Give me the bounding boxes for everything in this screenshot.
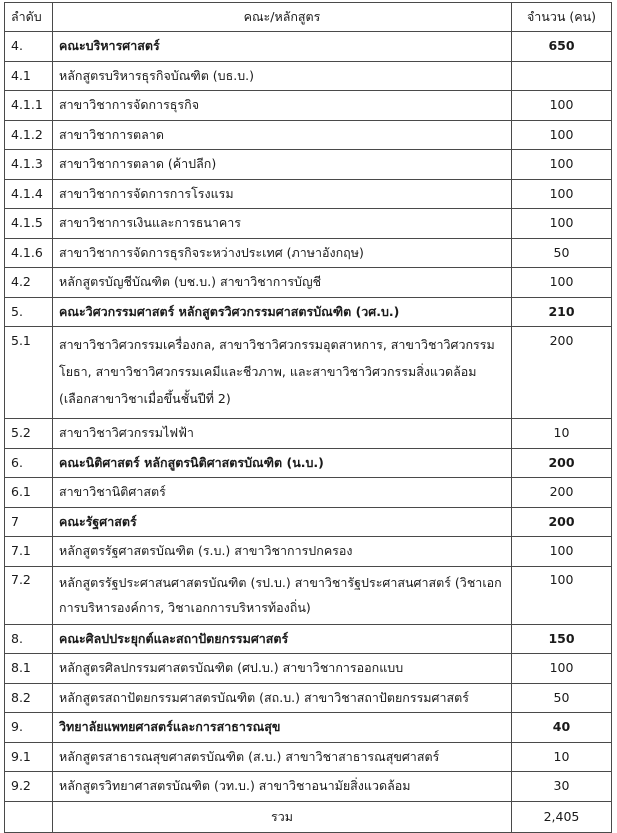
- table-row: [5, 32, 612, 62]
- row-number: 4.: [5, 32, 53, 62]
- total-empty-cell: [5, 801, 53, 832]
- row-count: 100: [512, 91, 612, 121]
- row-program-name: สาขาวิชาการจัดการการโรงแรม: [53, 179, 512, 209]
- row-number: 9.: [5, 713, 53, 743]
- row-number: 4.1.4: [5, 179, 53, 209]
- row-number: 4.1.6: [5, 238, 53, 268]
- table-row: [5, 566, 612, 624]
- row-count: 100: [512, 150, 612, 180]
- table-row: [5, 297, 612, 327]
- row-number: 7: [5, 507, 53, 537]
- enrollment-table: [4, 2, 612, 833]
- row-count: 50: [512, 238, 612, 268]
- table-row: [5, 683, 612, 713]
- total-count: 2,405: [512, 801, 612, 832]
- table-row: [5, 91, 612, 121]
- row-count: [512, 61, 612, 91]
- row-number: 4.2: [5, 268, 53, 298]
- row-program-name: หลักสูตรวิทยาศาสตรบัณฑิต (วท.บ.) สาขาวิชาอนามัยสิ่งแวดล้อม: [53, 772, 512, 802]
- row-program-name: สาขาวิชาการตลาด (ค้าปลีก): [53, 150, 512, 180]
- table-row: [5, 537, 612, 567]
- row-program-name: วิทยาลัยแพทยศาสตร์และการสาธารณสุข: [53, 713, 512, 743]
- row-number: 7.1: [5, 537, 53, 567]
- table-row: [5, 179, 612, 209]
- row-number: 5.1: [5, 327, 53, 419]
- row-number: 5.2: [5, 419, 53, 449]
- table-row: [5, 448, 612, 478]
- table-header: [5, 3, 612, 32]
- row-count: 650: [512, 32, 612, 62]
- row-program-name: หลักสูตรรัฐศาสตรบัณฑิต (ร.บ.) สาขาวิชาการปกครอง: [53, 537, 512, 567]
- row-count: 100: [512, 209, 612, 239]
- row-program-name: คณะรัฐศาสตร์: [53, 507, 512, 537]
- row-number: 6.: [5, 448, 53, 478]
- row-number: 8.1: [5, 654, 53, 684]
- row-number: 7.2: [5, 566, 53, 624]
- row-count: 50: [512, 683, 612, 713]
- row-program-name: หลักสูตรสาธารณสุขศาสตรบัณฑิต (ส.บ.) สาขาวิชาสาธารณสุขศาสตร์: [53, 742, 512, 772]
- row-program-name: สาขาวิชานิติศาสตร์: [53, 478, 512, 508]
- row-program-name: หลักสูตรบริหารธุรกิจบัณฑิต (บธ.บ.): [53, 61, 512, 91]
- row-count: 100: [512, 120, 612, 150]
- header-program: คณะ/หลักสูตร: [53, 3, 512, 32]
- row-program-name: คณะนิติศาสตร์ หลักสูตรนิติศาสตรบัณฑิต (น.บ.): [53, 448, 512, 478]
- row-number: 4.1.2: [5, 120, 53, 150]
- row-number: 5.: [5, 297, 53, 327]
- header-count: จำนวน (คน): [512, 3, 612, 32]
- table-row: [5, 713, 612, 743]
- table-row: [5, 120, 612, 150]
- table-row: [5, 772, 612, 802]
- table-row: [5, 150, 612, 180]
- row-number: 4.1: [5, 61, 53, 91]
- row-count: 100: [512, 654, 612, 684]
- table-row: [5, 742, 612, 772]
- row-program-name: คณะบริหารศาสตร์: [53, 32, 512, 62]
- table-row: [5, 209, 612, 239]
- row-count: 200: [512, 327, 612, 419]
- table-row: [5, 507, 612, 537]
- row-program-name: สาขาวิชาการเงินและการธนาคาร: [53, 209, 512, 239]
- header-order: ลำดับ: [5, 3, 53, 32]
- row-number: 6.1: [5, 478, 53, 508]
- total-label: รวม: [53, 801, 512, 832]
- table-row: [5, 268, 612, 298]
- table-row: [5, 61, 612, 91]
- row-number: 8.2: [5, 683, 53, 713]
- total-row: [5, 801, 612, 832]
- table-row: [5, 654, 612, 684]
- row-count: 200: [512, 478, 612, 508]
- table-row: [5, 478, 612, 508]
- row-program-name: สาขาวิชาการตลาด: [53, 120, 512, 150]
- row-program-name: สาขาวิชาการจัดการธุรกิจ: [53, 91, 512, 121]
- table-row: [5, 238, 612, 268]
- row-number: 4.1.3: [5, 150, 53, 180]
- row-count: 210: [512, 297, 612, 327]
- row-program-name: หลักสูตรศิลปกรรมศาสตรบัณฑิต (ศป.บ.) สาขาวิชาการออกแบบ: [53, 654, 512, 684]
- row-number: 9.2: [5, 772, 53, 802]
- row-count: 200: [512, 507, 612, 537]
- row-number: 4.1.5: [5, 209, 53, 239]
- row-count: 10: [512, 419, 612, 449]
- row-number: 8.: [5, 624, 53, 654]
- row-count: 150: [512, 624, 612, 654]
- row-count: 100: [512, 566, 612, 624]
- row-count: 200: [512, 448, 612, 478]
- row-program-name: สาขาวิชาวิศวกรรมเครื่องกล, สาขาวิชาวิศวกรรมอุตสาหการ, สาขาวิชาวิศวกรรมโยธา, สาขาวิชาวิศวกรรมเคมีและชีวภาพ, และสาขาวิชาวิศวกรรมสิ่งแวดล้อม (เลือกสาขาวิชาเมื่อขึ้นชั้นปีที่ 2): [53, 327, 512, 419]
- row-program-name: คณะวิศวกรรมศาสตร์ หลักสูตรวิศวกรรมศาสตรบัณฑิต (วศ.บ.): [53, 297, 512, 327]
- row-program-name: สาขาวิชาการจัดการธุรกิจระหว่างประเทศ (ภาษาอังกฤษ): [53, 238, 512, 268]
- row-count: 100: [512, 268, 612, 298]
- table-row: [5, 327, 612, 419]
- row-count: 40: [512, 713, 612, 743]
- row-program-name: หลักสูตรรัฐประศาสนศาสตรบัณฑิต (รป.บ.) สาขาวิชารัฐประศาสนศาสตร์ (วิชาเอกการบริหารองค์การ, วิชาเอกการบริหารท้องถิ่น): [53, 566, 512, 624]
- row-program-name: สาขาวิชาวิศวกรรมไฟฟ้า: [53, 419, 512, 449]
- row-program-name: หลักสูตรบัญชีบัณฑิต (บช.บ.) สาขาวิชาการบัญชี: [53, 268, 512, 298]
- row-number: 9.1: [5, 742, 53, 772]
- row-count: 30: [512, 772, 612, 802]
- row-number: 4.1.1: [5, 91, 53, 121]
- row-count: 100: [512, 537, 612, 567]
- row-count: 100: [512, 179, 612, 209]
- row-program-name: คณะศิลปประยุกต์และสถาปัตยกรรมศาสตร์: [53, 624, 512, 654]
- table-body: [5, 32, 612, 802]
- table-row: [5, 419, 612, 449]
- row-program-name: หลักสูตรสถาปัตยกรรมศาสตรบัณฑิต (สถ.บ.) สาขาวิชาสถาปัตยกรรมศาสตร์: [53, 683, 512, 713]
- table-row: [5, 624, 612, 654]
- row-count: 10: [512, 742, 612, 772]
